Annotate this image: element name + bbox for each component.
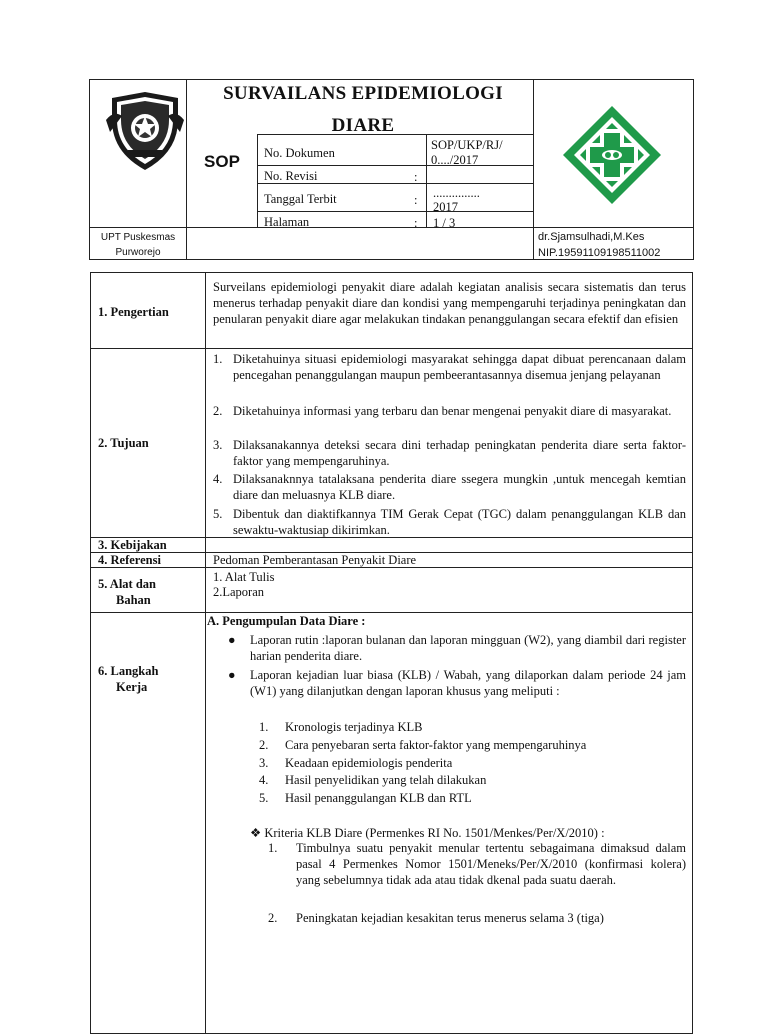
tujuan-item: 2. Diketahuinya informasi yang terbaru dan benar mengenai penyakit diare di masyarakat. <box>213 403 686 437</box>
row-label-langkah <box>98 663 158 695</box>
signer-name: dr.Sjamsulhadi,M.Kes <box>538 231 645 243</box>
sub-list-text: Hasil penanggulangan KLB dan RTL <box>285 791 472 805</box>
langkah-bullet-text: Laporan rutin :laporan bulanan dan laporan mingguan (W2), yang diambil dari register harian penderita diare. <box>250 633 686 663</box>
bullet-dot-icon: ● <box>228 633 236 647</box>
signer-nip: NIP.19591109198511002 <box>538 247 661 259</box>
title-line-1: SURVAILANS EPIDEMIOLOGI <box>223 83 503 104</box>
kriteria-item-text: Timbulnya suatu penyakit menular tertentu sebagaimana dimaksud dalam pasal 4 Permenkes Nomor 1501/Meneks/Per/X/2010 (konfirmasi kolera) yang sebelumnya tidak ada atau tidak dkenal pada suatu daerah. <box>296 841 686 887</box>
langkah-bullet-item <box>228 632 686 667</box>
document-title <box>192 80 534 140</box>
revision-label: No. Revisi <box>264 169 318 183</box>
issue-date-label: Tanggal Terbit <box>264 192 337 206</box>
sub-list-item: 2. Cara penyebaran serta faktor-faktor yang mempengaruhinya <box>259 738 587 752</box>
kriteria-list <box>268 840 686 928</box>
langkah-bullet-item <box>228 667 686 719</box>
sub-list-text: Kronologis terjadinya KLB <box>285 720 423 734</box>
kriteria-item: 2. Peningkatan kejadian kesakitan terus menerus selama 3 (tiga) <box>268 910 686 928</box>
title-line-2: DIARE <box>331 115 395 136</box>
tujuan-item: 5. Dibentuk dan diaktifkannya TIM Gerak Cepat (TGC) dalam penanggulangan KLB dan sewaktu-waktusiap dikirimkan. <box>213 507 686 537</box>
kriteria-text: Kriteria KLB Diare (Permenkes RI No. 1501/Menkes/Per/X/2010) : <box>264 826 605 840</box>
alat-list <box>213 570 275 600</box>
issue-date-year: 2017 <box>433 200 458 214</box>
row-label-alat <box>98 576 156 608</box>
tujuan-item: 1. Diketahuinya situasi epidemiologi masyarakat sehingga dapat dibuat perencanaan dalam pencegahan penanggulangan maupun pembeerantasannya disemua jenjang pelayanan <box>213 352 686 382</box>
row-label-pengertian: 1. Pengertian <box>98 305 169 319</box>
puskesmas-logo <box>560 103 664 207</box>
row-label-referensi: 4. Referensi <box>98 553 161 567</box>
kriteria-heading <box>250 825 605 841</box>
alat-label-line-1: 5. Alat dan <box>98 577 157 591</box>
revision-colon: : <box>414 170 418 184</box>
sub-list-item: 3. Keadaan epidemiologis penderita <box>259 756 453 770</box>
row-label-tujuan: 2. Tujuan <box>98 436 149 450</box>
row-label-kebijakan: 3. Kebijakan <box>98 538 167 552</box>
sub-list-item: 1. Kronologis terjadinya KLB <box>259 720 423 734</box>
langkah-label-line-2: Kerja <box>116 680 148 694</box>
langkah-bullets <box>228 632 686 719</box>
langkah-label-line-1: 6. Langkah <box>98 664 159 678</box>
alat-label-line-2: Bahan <box>116 593 151 607</box>
tujuan-list <box>213 351 686 540</box>
sop-label: SOP <box>204 152 240 171</box>
issue-date-colon: : <box>414 193 418 207</box>
langkah-heading: A. Pengumpulan Data Diare : <box>207 614 366 628</box>
kriteria-item: 1. Timbulnya suatu penyakit menular tertentu sebagaimana dimaksud dalam pasal 4 Permenkes Nomor 1501/Meneks/Per/X/2010 (konfirmasi kolera) yang sebelumnya tidak ada atau tidak dkenal pada suatu daerah. <box>268 841 686 887</box>
unit-line-1: UPT Puskesmas <box>100 232 176 243</box>
alat-item: 2.Laporan <box>213 585 265 599</box>
tujuan-item-text: Diketahuinya situasi epidemiologi masyarakat sehingga dapat dibuat perencanaan dalam pencegahan penanggulangan maupun pembeerantasannya disemua jenjang pelayanan <box>233 352 686 382</box>
alat-item: 1. Alat Tulis <box>213 570 275 584</box>
langkah-bullet-text: Laporan kejadian luar biasa (KLB) / Wabah, yang dilaporkan dalam periode 24 jam (W1) yang dilanjutkan dengan laporan khusus yang meliputi : <box>250 668 686 698</box>
page-colon: : <box>414 216 418 230</box>
sub-list-item: 4. Hasil penyelidikan yang telah dilakukan <box>259 773 487 787</box>
page-value: 1 / 3 <box>433 216 456 230</box>
referensi-text: Pedoman Pemberantasan Penyakit Diare <box>213 553 417 567</box>
unit-name <box>90 230 186 260</box>
tujuan-item-text: Diketahuinya informasi yang terbaru dan benar mengenai penyakit diare di masyarakat. <box>233 404 672 418</box>
sub-list-text: Hasil penyelidikan yang telah dilakukan <box>285 773 487 787</box>
doc-number-label: No. Dokumen <box>264 146 335 160</box>
tujuan-item: 3. Dilaksanakannya deteksi secara dini terhadap peningkatan penderita diare serta faktor-faktor yang mempengaruhinya. <box>213 438 686 468</box>
sub-list-item: 5. Hasil penanggulangan KLB dan RTL <box>259 791 472 805</box>
kriteria-item-text: Peningkatan kejadian kesakitan terus menerus selama 3 (tiga) <box>296 911 604 925</box>
diamond-bullet-icon: ❖ <box>250 826 262 840</box>
tujuan-item-text: Dibentuk dan diaktifkannya TIM Gerak Cepat (TGC) dalam penanggulangan KLB dan sewaktu-waktusiap dikirimkan. <box>233 507 686 537</box>
tujuan-item-text: Dilaksanakannya deteksi secara dini terhadap peningkatan penderita diare serta faktor-faktor yang mempengaruhinya. <box>233 438 686 468</box>
doc-number-value <box>431 138 503 168</box>
doc-number-line-2: 0..../2017 <box>431 153 479 167</box>
pengertian-text: Surveilans epidemiologi penyakit diare adalah kegiatan analisis secara sistematis dan terus menerus terhadap penyakit diare dan kondisi yang mempengaruhi terjadinya peningkatan dan penularan penyakit diare agar melakukan tindakan penanggulangan secara efektif dan efisien <box>213 280 686 326</box>
doc-number-line-1: SOP/UKP/RJ/ <box>431 138 503 152</box>
bullet-dot-icon: ● <box>228 668 236 682</box>
sub-list-text: Keadaan epidemiologis penderita <box>285 756 453 770</box>
page-label: Halaman <box>264 215 310 229</box>
regency-emblem-logo <box>104 90 186 174</box>
tujuan-item: 4. Dilaksanaknnya tatalaksana penderita diare ssegera mungkin ,untuk mencegah kemtian diare dan meluasnya KLB diare. <box>213 472 686 502</box>
issue-date-value <box>433 186 480 214</box>
tujuan-item-text: Dilaksanaknnya tatalaksana penderita diare ssegera mungkin ,untuk mencegah kemtian diare dan meluasnya KLB diare. <box>233 472 686 502</box>
unit-line-2: Purworejo <box>115 247 161 258</box>
langkah-sub-list <box>259 719 586 808</box>
signer-block <box>538 229 660 261</box>
sub-list-text: Cara penyebaran serta faktor-faktor yang mempengaruhinya <box>285 738 587 752</box>
issue-date-dots: ............... <box>433 186 480 200</box>
